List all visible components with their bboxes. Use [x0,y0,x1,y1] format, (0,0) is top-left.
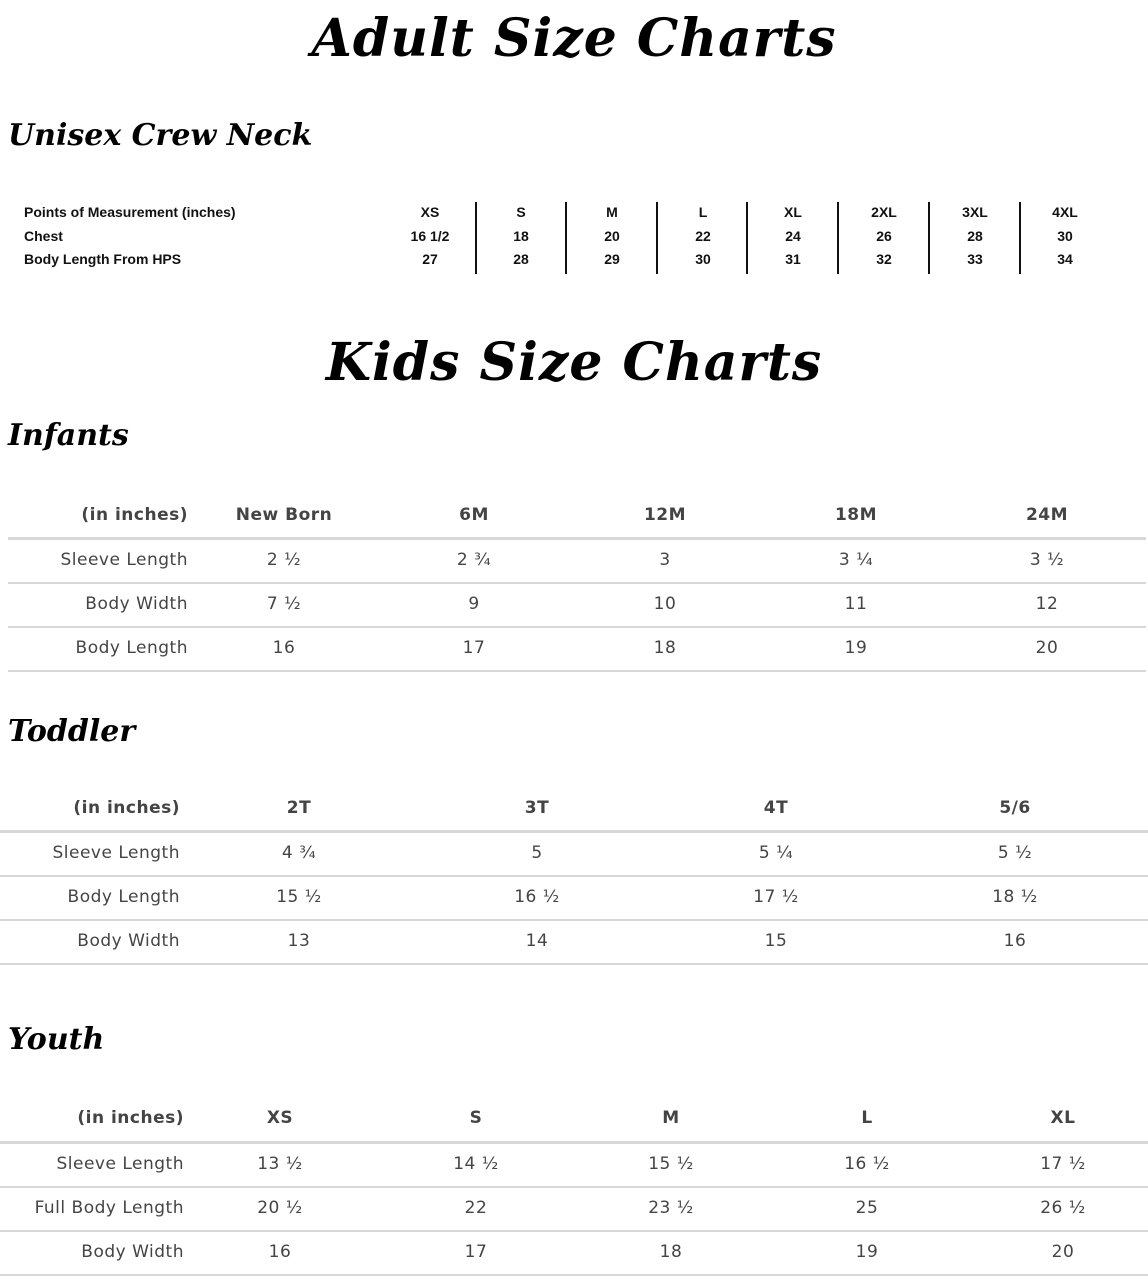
size-header: XS [420,204,440,220]
table-cell: 14 [525,931,549,951]
table-cell: 5 ¼ [758,843,794,863]
table-cell: 30 [695,251,711,267]
table-cell: 15 ½ [648,1154,694,1174]
size-header: 2XL [871,204,897,220]
size-header: New Born [235,505,333,525]
table-cell: 16 [268,1242,292,1262]
table-cell: 10 [653,594,677,614]
size-header: 3T [524,798,550,818]
infants-size-table [8,493,1146,673]
row-label: Full Body Length [34,1198,184,1218]
table-cell: 3 [659,550,671,570]
row-label: Chest [24,228,63,244]
table-row [24,251,1124,273]
table-cell: 5 [531,843,543,863]
table-header-row [24,204,1124,226]
size-header: 3XL [962,204,988,220]
table-cell: 25 [855,1198,879,1218]
table-cell: 23 ½ [648,1198,694,1218]
table-cell: 27 [422,251,438,267]
size-header: L [861,1108,873,1128]
table-header-row [0,786,1148,830]
table-cell: 34 [1057,251,1073,267]
size-header: L [698,204,708,220]
table-cell: 28 [513,251,529,267]
table-cell: 29 [604,251,620,267]
table-cell: 17 ½ [753,887,799,907]
table-cell: 13 [287,931,311,951]
size-header: 5/6 [999,798,1031,818]
table-cell: 15 ½ [276,887,322,907]
table-cell: 18 [513,228,529,244]
table-header-row [8,493,1146,537]
size-header: XS [266,1108,294,1128]
table-cell: 9 [468,594,480,614]
size-header: M [662,1108,680,1128]
table-cell: 7 ½ [266,594,302,614]
table-cell: 16 [272,638,296,658]
table-row [0,1230,1148,1274]
table-row [8,626,1146,670]
table-cell: 2 ¾ [456,550,492,570]
size-header: S [469,1108,483,1128]
table-cell: 26 ½ [1040,1198,1086,1218]
size-header: 12M [643,505,687,525]
table-cell: 18 ½ [992,887,1038,907]
toddler-size-table [0,786,1148,966]
table-row [24,228,1124,250]
adult-size-charts-title: Adult Size Charts [311,8,837,69]
row-label: Body Length From HPS [24,251,182,267]
unisex-crew-neck-subtitle: Unisex Crew Neck [8,118,313,153]
size-header: 24M [1025,505,1069,525]
table-cell: 3 ½ [1029,550,1065,570]
table-cell: 14 ½ [453,1154,499,1174]
table-cell: 17 [462,638,486,658]
table-cell: 22 [464,1198,488,1218]
table-cell: 15 [764,931,788,951]
size-header: XL [784,204,802,220]
size-header: 6M [459,505,489,525]
table-row [8,582,1146,626]
table-cell: 2 ½ [266,550,302,570]
table-cell: 18 [659,1242,683,1262]
header-label: (in inches) [77,1108,184,1128]
table-cell: 33 [967,251,983,267]
adult-size-table [24,200,1124,276]
table-cell: 20 [1051,1242,1075,1262]
row-label: Sleeve Length [60,550,188,570]
table-cell: 16 ½ [844,1154,890,1174]
table-cell: 5 ½ [997,843,1033,863]
divider [0,1274,1148,1276]
table-cell: 18 [653,638,677,658]
table-cell: 32 [876,251,892,267]
table-cell: 12 [1035,594,1059,614]
header-label: (in inches) [81,505,188,525]
table-cell: 20 [604,228,620,244]
table-cell: 28 [967,228,983,244]
size-header: 2T [286,798,312,818]
size-header: 18M [834,505,878,525]
size-header: XL [1050,1108,1076,1128]
table-cell: 17 ½ [1040,1154,1086,1174]
table-cell: 22 [695,228,711,244]
table-header-row [0,1096,1148,1140]
table-cell: 16 1/2 [410,228,450,244]
table-cell: 19 [855,1242,879,1262]
row-label: Sleeve Length [52,843,180,863]
divider [0,963,1148,965]
youth-subtitle: Youth [8,1022,105,1057]
size-header: M [606,204,618,220]
table-cell: 19 [844,638,868,658]
row-label: Body Width [85,594,188,614]
table-row [0,875,1148,919]
table-cell: 31 [785,251,801,267]
divider [8,670,1146,672]
row-label: Body Length [75,638,188,658]
table-cell: 24 [785,228,801,244]
infants-subtitle: Infants [8,418,129,453]
row-label: Body Width [81,1242,184,1262]
table-cell: 3 ¼ [838,550,874,570]
row-label: Body Length [67,887,180,907]
table-row [0,831,1148,875]
table-cell: 30 [1057,228,1073,244]
toddler-subtitle: Toddler [8,714,136,749]
size-header: 4T [763,798,789,818]
table-cell: 4 ¾ [281,843,317,863]
table-row [8,538,1146,582]
table-cell: 20 [1035,638,1059,658]
table-cell: 17 [464,1242,488,1262]
table-cell: 26 [876,228,892,244]
row-label: Sleeve Length [56,1154,184,1174]
table-cell: 16 ½ [514,887,560,907]
row-label: Body Width [77,931,180,951]
table-cell: 13 ½ [257,1154,303,1174]
table-cell: 11 [844,594,868,614]
header-label: (in inches) [73,798,180,818]
table-row [0,919,1148,963]
header-label: Points of Measurement (inches) [24,204,236,220]
table-row [0,1186,1148,1230]
youth-size-table [0,1096,1148,1278]
kids-size-charts-title: Kids Size Charts [325,332,823,393]
table-cell: 20 ½ [257,1198,303,1218]
table-cell: 16 [1003,931,1027,951]
size-header: S [516,204,526,220]
size-header: 4XL [1052,204,1078,220]
table-row [0,1142,1148,1186]
